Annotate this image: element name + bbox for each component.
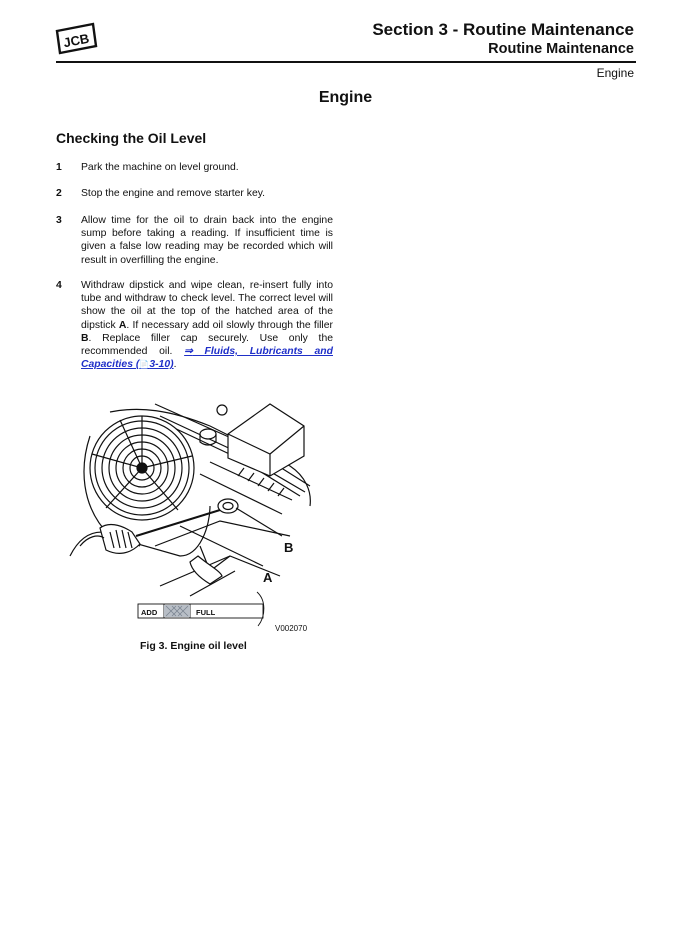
dipstick-ref-label: A [118, 319, 127, 331]
header-divider [56, 61, 636, 63]
page-icon: 📄 [139, 360, 150, 370]
step-4 [56, 279, 333, 371]
arrow-right-icon: ⇒ [184, 346, 193, 358]
fluids-capacities-link[interactable]: ⇒ Fluids, Lubricants and Capacities (📄3-10) [81, 346, 333, 371]
jcb-logo [54, 22, 98, 56]
section-heading: Section 3 - Routine Maintenance [372, 20, 634, 39]
page-title: Engine [318, 89, 373, 106]
callout-b: B [284, 540, 294, 555]
figure-caption: Fig 3. Engine oil level [140, 640, 247, 652]
step-text: Allow time for the oil to drain back into the engine sump before taking a reading. If insufficient time is given a false low reading may be recorded which will result in overfilling the engine. [81, 215, 333, 266]
filler-ref-label: B [81, 332, 89, 344]
topic-label: Engine [596, 66, 634, 80]
step-text: Park the machine on level ground. [81, 162, 239, 173]
step-text: Withdraw dipstick and wipe clean, re-insert fully into tube and withdraw to check level. The correct level will show the oil at the top of the hatched area of the dipstick A. If necessary add oil slowly through the filler B. Replace filler cap securely. Use only the recommended oil. ⇒ Fluids, Lubricants and Capacities (📄3-10). [81, 280, 333, 371]
callout-a: A [263, 570, 273, 585]
engine-illustration [60, 396, 330, 636]
dipstick-add-label: ADD [141, 608, 158, 617]
dipstick-full-label: FULL [196, 608, 216, 617]
step-number: 1 [56, 162, 62, 173]
step-1 [56, 161, 333, 174]
step-number: 4 [56, 280, 62, 291]
subsection-heading: Routine Maintenance [488, 41, 634, 57]
engine-oil-figure [60, 396, 330, 636]
logo-text: JCB [62, 30, 91, 51]
section-title: Checking the Oil Level [56, 130, 207, 146]
step-number: 3 [56, 215, 62, 226]
step-2 [56, 187, 333, 200]
step-3 [56, 214, 333, 267]
figure-ref-code: V002070 [275, 624, 308, 633]
step-text: Stop the engine and remove starter key. [81, 188, 266, 199]
step-number: 2 [56, 188, 62, 199]
